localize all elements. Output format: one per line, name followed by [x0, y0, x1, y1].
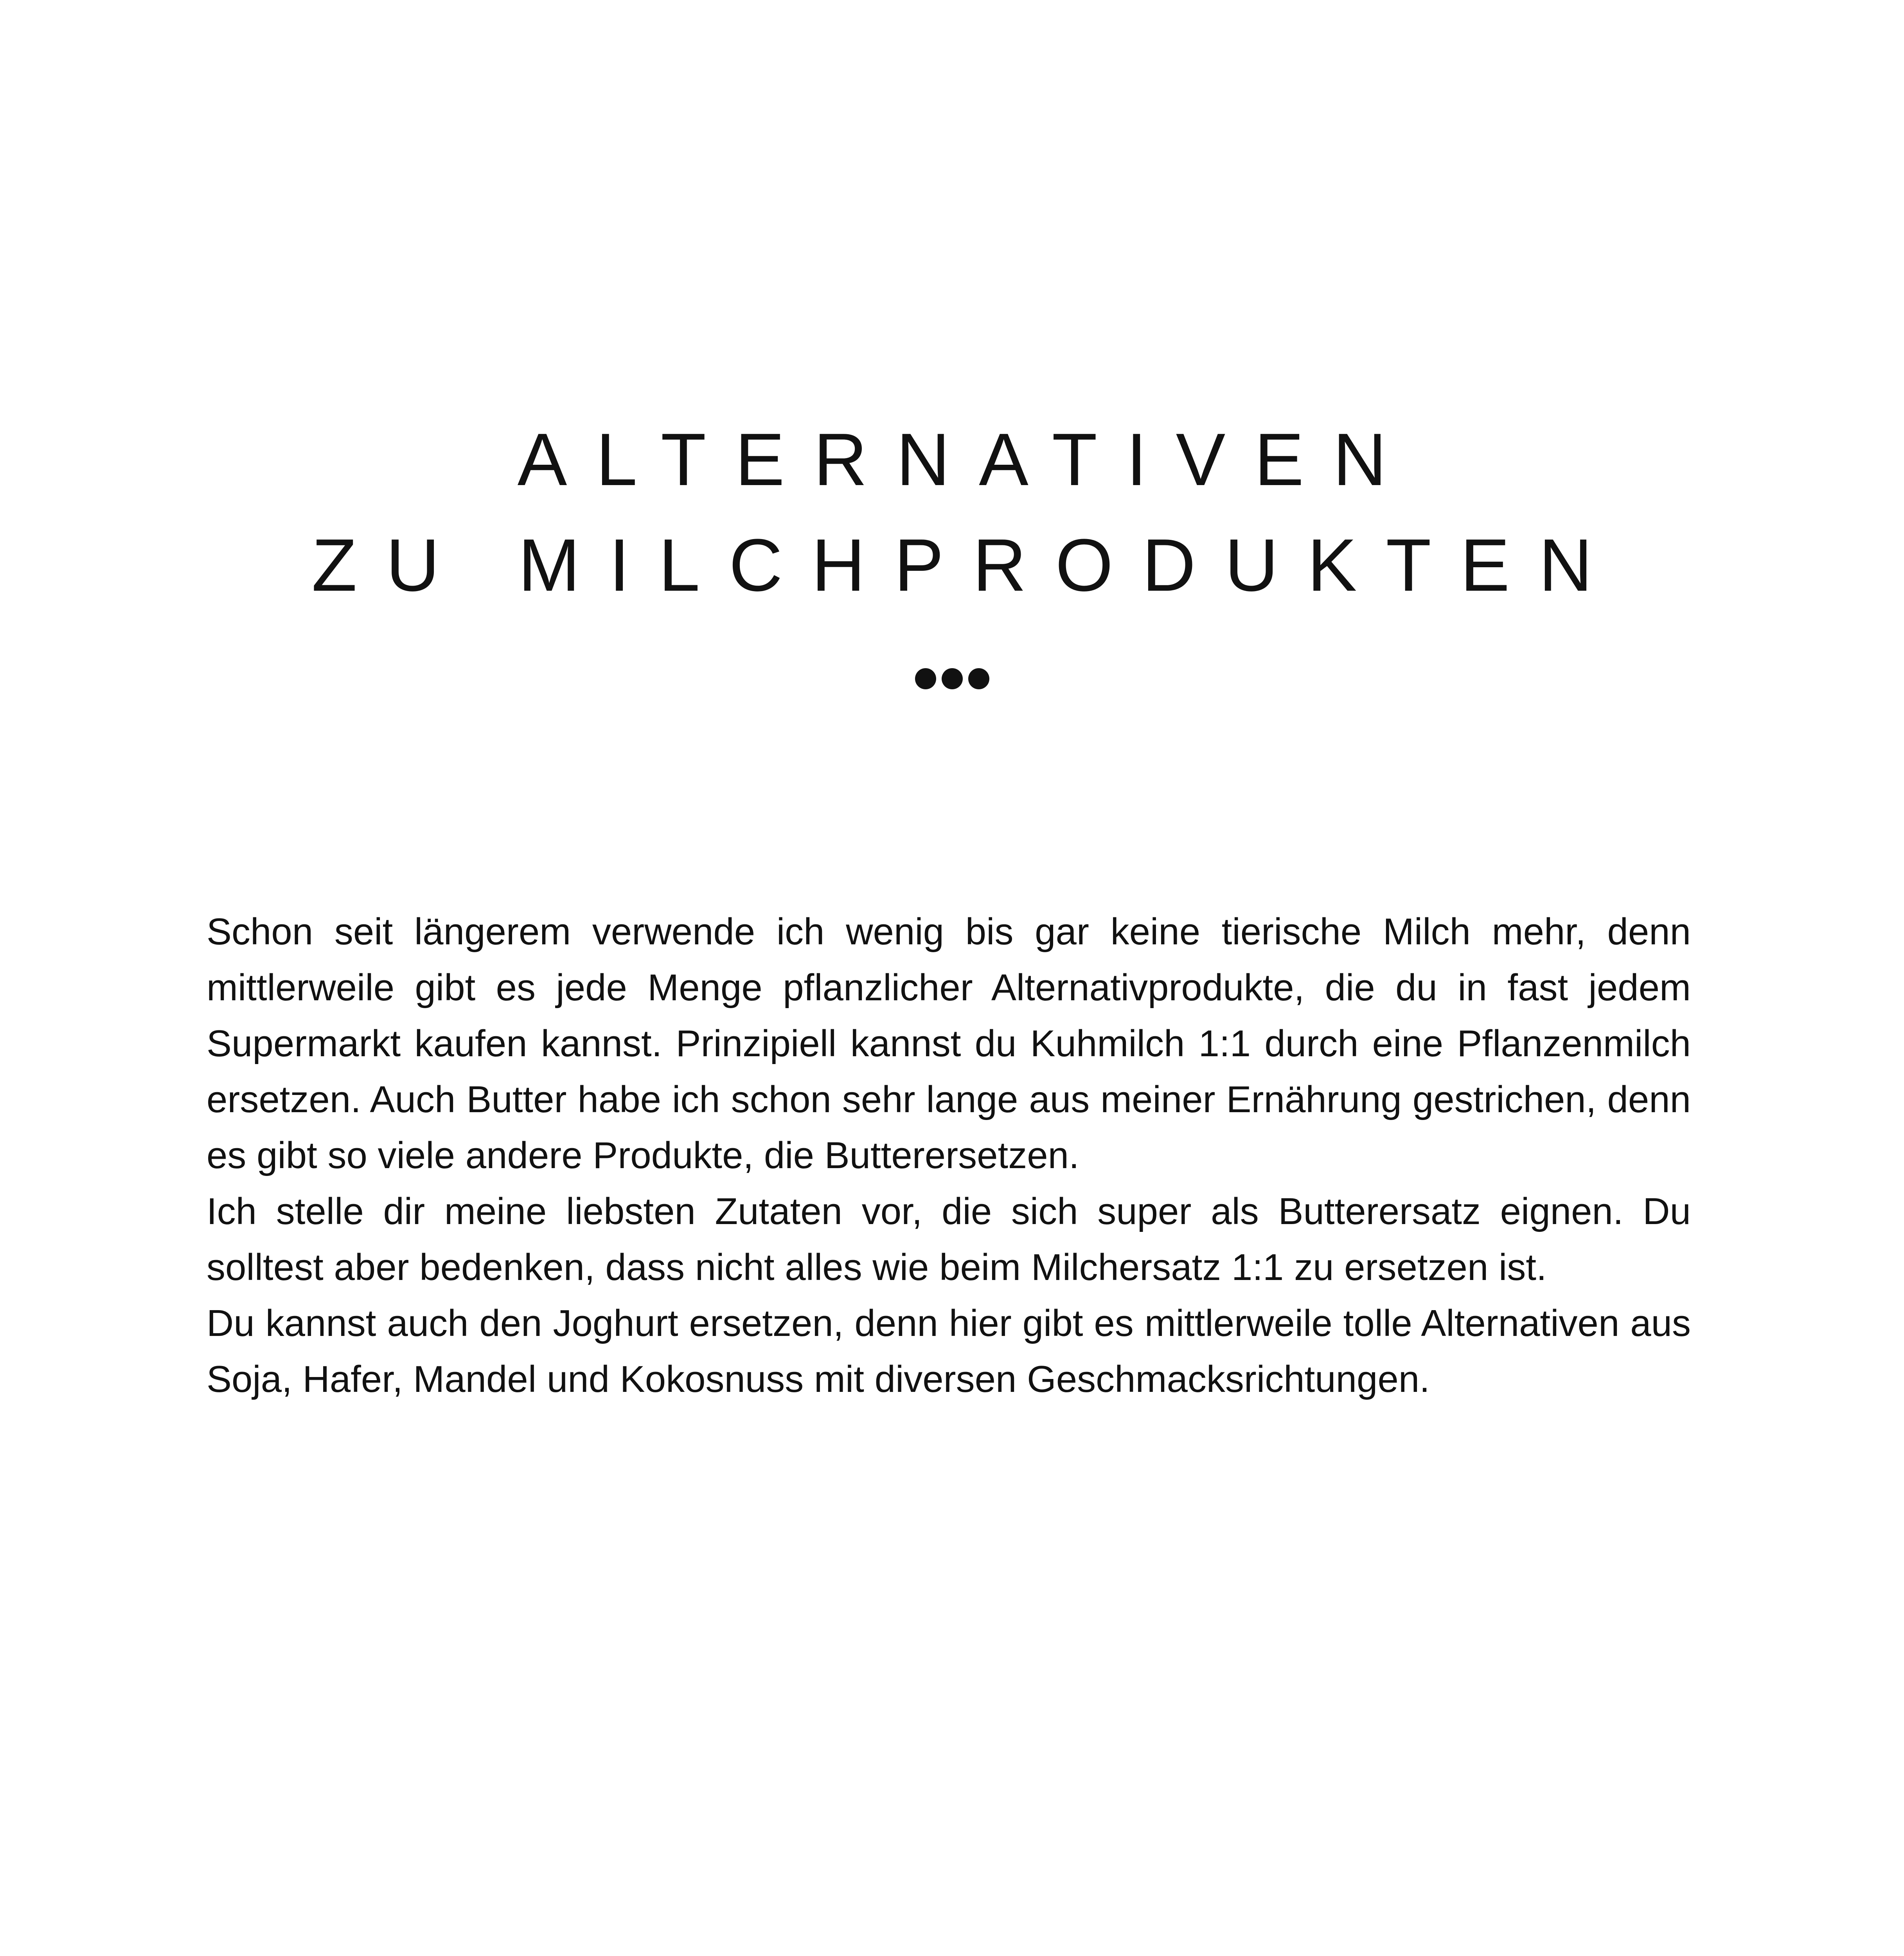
page-title: [0, 407, 1904, 618]
paragraph-milk: Schon seit längerem verwende ich wenig bis gar keine tierische Milch mehr, denn mittlerweile gibt es jede Menge pflanzlicher Alternativprodukte, die du in fast jedem Supermarkt kaufen kannst. Prinzipiell kannst du Kuhmilch 1:1 durch eine Pflanzenmilch ersetzen. Auch Butter habe ich schon sehr lange aus meiner Ernährung gestrichen, denn es gibt so viele andere Produkte, die Butterersetzen.: [207, 911, 1691, 1176]
title-line-1: ALTERNATIVEN: [517, 418, 1416, 501]
dot-icon: [942, 668, 963, 689]
paragraph-butter: Ich stelle dir meine liebsten Zutaten vor, die sich super als Butterersatz eignen. Du solltest aber bedenken, dass nicht alles wie beim Milchersatz 1:1 zu ersetzen ist.: [207, 1190, 1691, 1288]
three-dots-icon: [0, 665, 1904, 692]
body-text: [207, 904, 1691, 1407]
paragraph-yoghurt: Du kannst auch den Joghurt ersetzen, denn hier gibt es mittlerweile tolle Alternativen aus Soja, Hafer, Mandel und Kokosnuss mit diversen Geschmacksrichtungen.: [207, 1302, 1691, 1400]
dot-icon: [915, 668, 936, 689]
dot-icon: [968, 668, 989, 689]
title-line-2: ZU MILCHPRODUKTEN: [311, 524, 1622, 607]
